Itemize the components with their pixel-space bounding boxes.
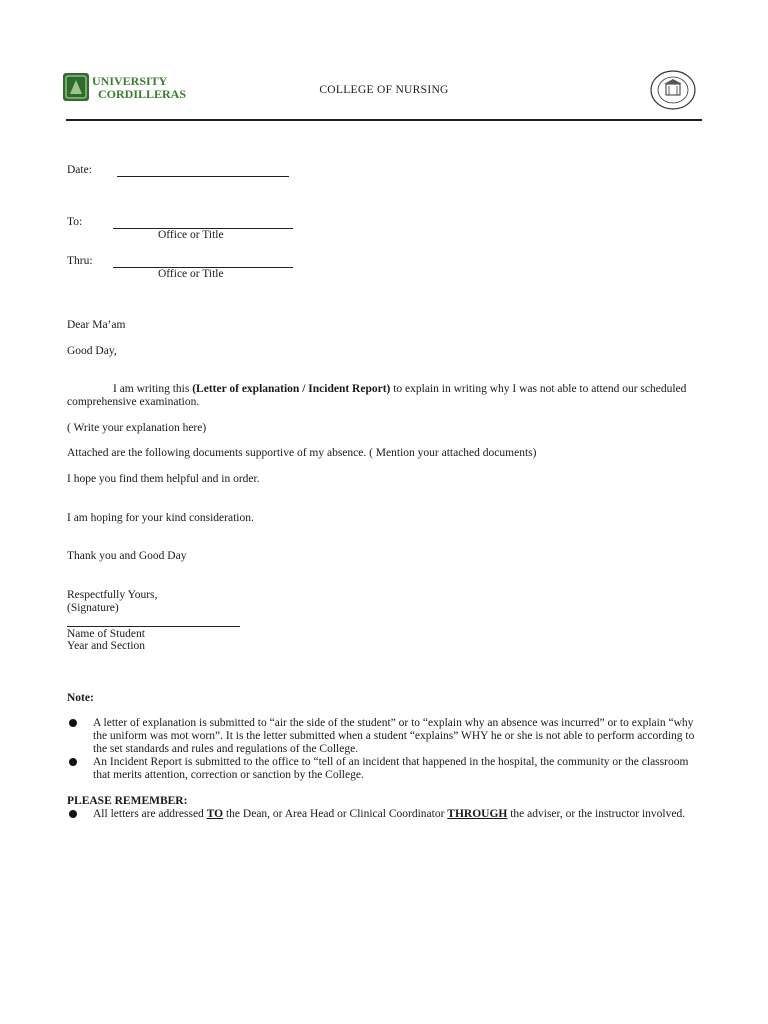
note-item-text: A letter of explanation is submitted to “air the side of the student” or to “explain why an absence was incurred” or to explain “why the uniform was mot worn”. It is the letter submitted when a student “explains” WHY he or she is not able to perform according to the set standards and rules and regulations of the College. <box>93 717 695 755</box>
intro-text-start: I am writing this <box>113 383 193 395</box>
to-keyword: TO <box>206 808 224 820</box>
year-section-label: Year and Section <box>67 640 146 652</box>
thru-line <box>113 257 293 268</box>
bullet-icon <box>69 758 77 766</box>
explanation-placeholder: ( Write your explanation here) <box>67 422 207 434</box>
to-caption: Office or Title <box>158 229 224 241</box>
greeting: Good Day, <box>67 345 117 357</box>
remember-text-3: the adviser, or the instructor involved. <box>507 808 686 820</box>
thank-you-line: Thank you and Good Day <box>67 550 187 562</box>
remember-heading: PLEASE REMEMBER: <box>67 795 188 807</box>
page-title: COLLEGE OF NURSING <box>319 84 449 96</box>
student-name-label: Name of Student <box>67 628 145 640</box>
closing: Respectfully Yours, <box>67 589 158 601</box>
signature-label: (Signature) <box>67 602 119 614</box>
intro-text-end: to explain in writing why I was not able to attend our scheduled comprehensive examination. <box>67 383 687 408</box>
helpful-line: I hope you find them helpful and in order. <box>67 473 260 485</box>
header-divider <box>66 119 702 121</box>
remember-item-text <box>93 808 703 821</box>
thru-caption: Office or Title <box>158 268 224 280</box>
letter-type-bold: (Letter of explanation / Incident Report) <box>192 383 391 395</box>
through-keyword: THROUGH <box>447 808 508 820</box>
remember-text-2: the Dean, or Area Head or Clinical Coordinator <box>223 808 448 820</box>
remember-text-1: All letters are addressed <box>93 808 207 820</box>
to-line <box>113 218 293 229</box>
to-label: To: <box>67 216 83 228</box>
bullet-icon <box>69 810 77 818</box>
consideration-line: I am hoping for your kind consideration. <box>67 512 254 524</box>
attached-docs-line: Attached are the following documents supportive of my absence. ( Mention your attached documents) <box>67 447 537 459</box>
signature-line <box>67 616 240 627</box>
thru-label: Thru: <box>67 255 93 267</box>
note-item-text: An Incident Report is submitted to the office to “tell of an incident that happened in the hospital, the community or the classroom that merits attention, correction or sanction by the College. <box>93 756 689 781</box>
bullet-icon <box>69 719 77 727</box>
salutation: Dear Ma’am <box>67 319 126 331</box>
logo-text-line1: UNIVERSITY <box>92 74 168 88</box>
note-heading: Note: <box>67 692 94 704</box>
intro-paragraph <box>67 383 707 409</box>
date-line <box>117 166 289 177</box>
university-seal-icon <box>649 70 697 110</box>
date-label: Date: <box>67 164 92 176</box>
logo-text-line2: CORDILLERAS <box>98 87 187 101</box>
